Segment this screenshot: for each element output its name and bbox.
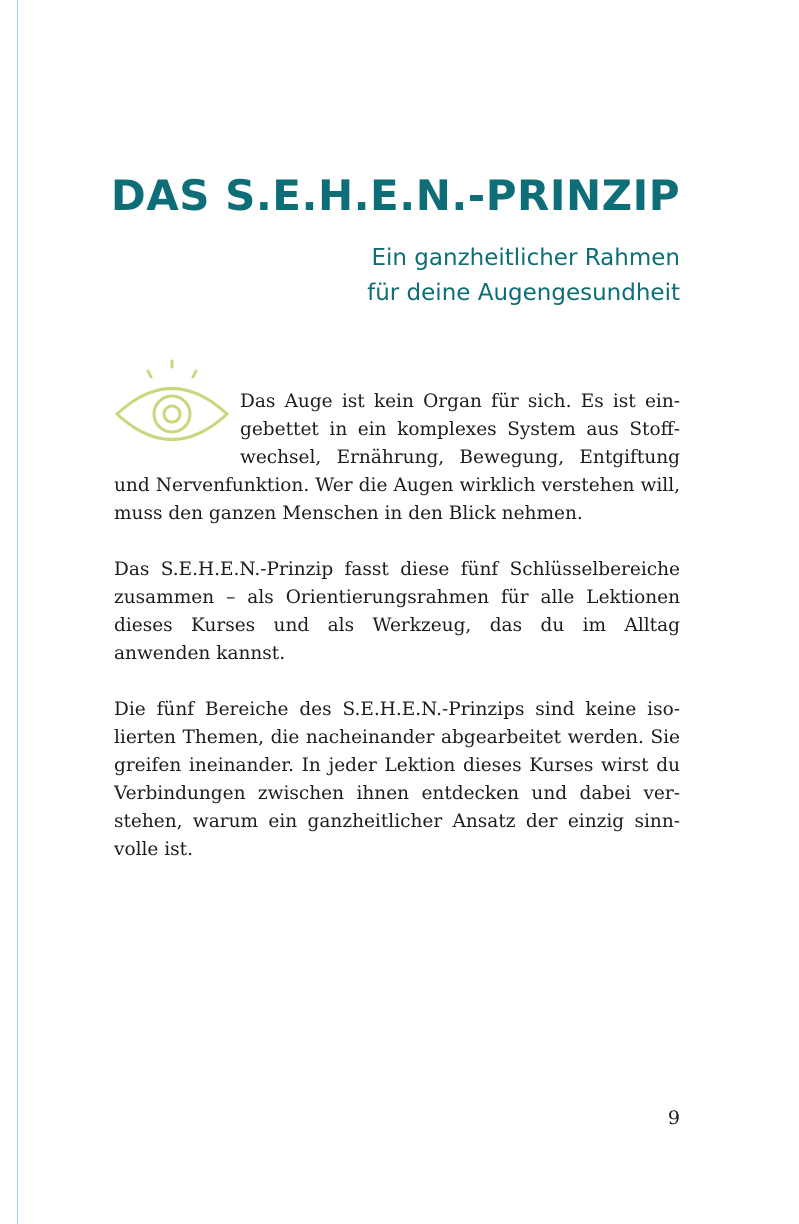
eye-icon — [114, 385, 230, 469]
page-title: DAS S.E.H.E.N.-PRINZIP — [110, 171, 680, 220]
page-number: 9 — [667, 1107, 680, 1129]
paragraph-1: Das Auge ist kein Organ für sich. Es ist eingebettet in ein komplexes System aus Stoffwechsel, Ernährung, Bewegung, Entgiftung und Nervenfunktion. Wer die Augen wirklich verstehen will, muss den ganzen Menschen in den Blick nehmen. — [114, 391, 680, 524]
body-text — [114, 385, 680, 892]
subtitle-line-2: für deine Augengesundheit — [367, 280, 680, 306]
page-subtitle — [367, 241, 680, 311]
margin-rule — [17, 0, 18, 1224]
paragraph-3: Die fünf Bereiche des S.E.H.E.N.-Prinzips sind keine isolierten Themen, die nacheinander abgearbeitet werden. Sie greifen ineinander. In jeder Lektion dieses Kurses wirst du Verbindungen zwischen ihnen entdecken und dabei verstehen, warum ein ganzheitlicher Ansatz der einzig sinnvolle ist. — [114, 699, 680, 860]
subtitle-line-1: Ein ganzheitlicher Rahmen — [371, 245, 680, 271]
paragraph-2: Das S.E.H.E.N.-Prinzip fasst diese fünf Schlüsselbereiche zusammen – als Orientierungsrahmen für alle Lektionen dieses Kurses und als Werkzeug, das du im Alltag anwenden kannst. — [114, 559, 680, 664]
